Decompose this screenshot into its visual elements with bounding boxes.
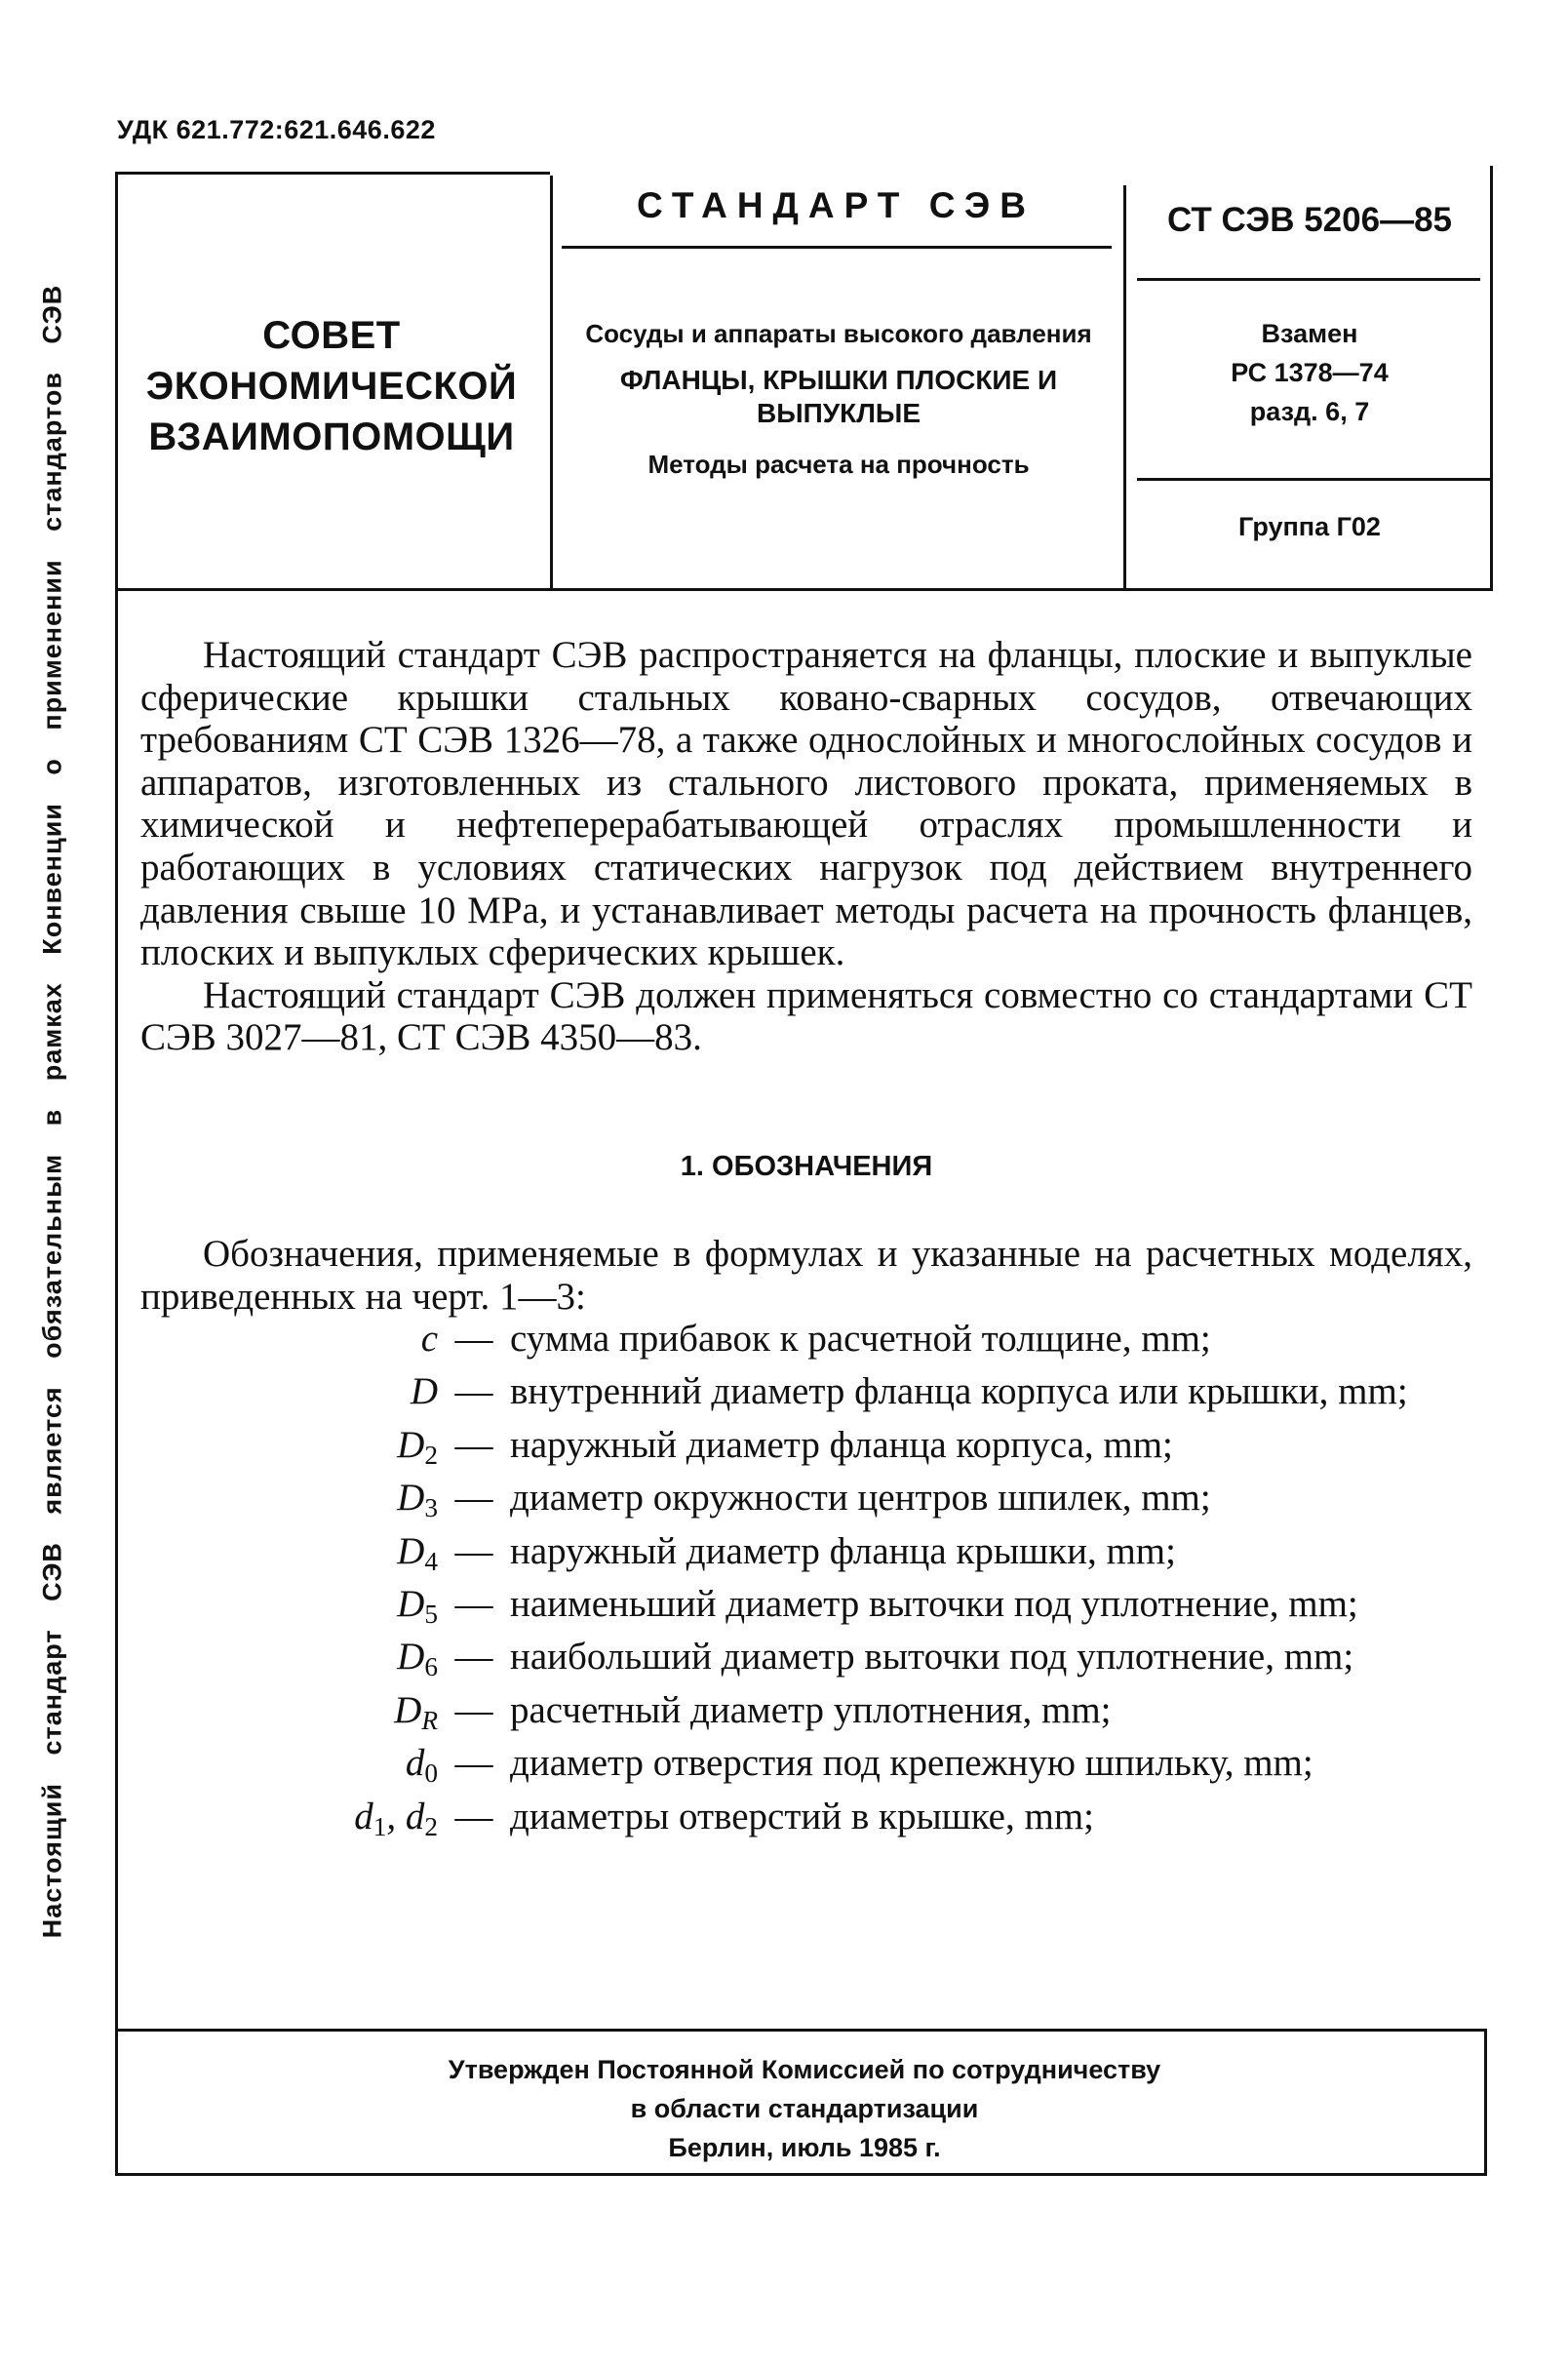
replaces-line: разд. 6, 7 (1249, 397, 1370, 426)
side-note-wrapper (21, 187, 84, 2035)
definition-symbol: $d_1$, $d_2$ (354, 1795, 438, 1841)
definition-text: наружный диаметр фланца крышки, mm; (510, 1529, 1176, 1572)
definition-row (140, 1689, 1472, 1742)
definition-text: диаметры отверстий в крышке, mm; (510, 1795, 1094, 1837)
definitions-list (140, 1318, 1472, 1848)
intro-paragraph: Настоящий стандарт СЭВ распространяется на фланцы, плоские и выпуклые сферические крышки стальных ковано-сварных сосудов, отвечающих требованиям СТ СЭВ 1326—78, а также однослойных и многослойных сосудов и аппаратов, изготовленных из стального листового проката, применяемых в химической и нефтеперерабатывающей отраслях промышленности и работающих в условиях статических нагрузок под действием внутреннего давления свыше 10 MPa, и устанавливает методы расчета на прочность фланцев, плоских и выпуклых сферических крышек. (140, 634, 1472, 974)
approval-line: Берлин, июль 1985 г. (668, 2133, 941, 2162)
definition-dash: — (454, 1370, 493, 1413)
definition-dash: — (454, 1688, 493, 1731)
standard-code: СТ СЭВ 5206—85 (1166, 201, 1452, 239)
frame-left-border (115, 174, 118, 2175)
definition-symbol: D (410, 1370, 438, 1413)
standard-method: Методы расчета на прочность (647, 450, 1030, 479)
definition-dash: — (454, 1742, 493, 1785)
definition-text: наружный диаметр фланца корпуса, mm; (510, 1423, 1173, 1466)
header-divider-1 (550, 176, 553, 590)
definition-symbol: $D_5$ (397, 1583, 438, 1629)
definition-dash: — (454, 1795, 493, 1837)
definition-row (140, 1424, 1472, 1477)
definition-text: внутренний диаметр фланца корпуса или крышки, mm; (510, 1370, 1408, 1413)
council-name (127, 310, 536, 462)
approval-note (127, 2050, 1482, 2167)
definition-row (140, 1370, 1472, 1423)
approval-line: Утвержден Постоянной Комиссией по сотрудничеству (448, 2055, 1161, 2084)
definition-dash: — (454, 1529, 493, 1572)
definition-symbol: $D_2$ (397, 1423, 438, 1470)
approval-top-rule (115, 2029, 1487, 2032)
replaces-line: РС 1378—74 (1231, 358, 1389, 387)
definition-text: диаметр окружности центров шпилек, mm; (510, 1477, 1211, 1520)
standard-title: ФЛАНЦЫ, КРЫШКИ ПЛОСКИЕ И ВЫПУКЛЫЕ (619, 365, 1058, 428)
definition-row (140, 1477, 1472, 1529)
definition-dash: — (454, 1636, 493, 1679)
intro-paragraph: Настоящий стандарт СЭВ должен применяться совместно со стандартами СТ СЭВ 3027—81, СТ СЭВ 4350—83. (140, 973, 1472, 1059)
definition-row (140, 1796, 1472, 1848)
definition-row (140, 1636, 1472, 1688)
definition-text: наименьший диаметр выточки под уплотнение, mm; (510, 1583, 1358, 1626)
definition-text: сумма прибавок к расчетной толщине, mm; (510, 1318, 1211, 1360)
definition-dash: — (454, 1583, 493, 1626)
approval-line: в области стандартизации (630, 2094, 979, 2123)
definition-symbol: $D_3$ (397, 1477, 438, 1523)
replaces-line: Взамен (1261, 319, 1358, 348)
definition-text: наибольший диаметр выточки под уплотнение, mm; (510, 1636, 1354, 1679)
definition-row (140, 1530, 1472, 1583)
udc-code: УДК 621.772:621.646.622 (117, 115, 436, 144)
standard-subject: Сосуды и аппараты высокого давления (585, 319, 1092, 348)
frame-right-border-lower (1484, 2031, 1487, 2175)
standard-title-block (566, 317, 1112, 481)
definition-dash: — (454, 1477, 493, 1520)
definition-symbol: $D_6$ (397, 1636, 438, 1682)
header-divider-2 (1123, 185, 1126, 590)
definition-dash: — (454, 1318, 493, 1360)
definition-symbol: $D_4$ (397, 1529, 438, 1576)
replaces-block (1133, 314, 1486, 431)
council-line: ЭКОНОМИЧЕСКОЙ (145, 365, 518, 408)
council-line: СОВЕТ (262, 314, 401, 357)
symbols-intro-paragraph: Обозначения, применяемые в формулах и указанные на расчетных моделях, приведенных на черт. 1—3: (140, 1233, 1472, 1318)
definition-text: расчетный диаметр уплотнения, mm; (510, 1688, 1112, 1731)
definition-text: диаметр отверстия под крепежную шпильку, mm; (510, 1742, 1313, 1785)
header-top-rule-left (115, 172, 550, 175)
definition-row (140, 1583, 1472, 1636)
council-line: ВЗАИМОПОМОЩИ (148, 415, 515, 458)
side-note: Настоящий стандарт СЭВ является обязательным в рамках Конвенции о применении стандартов СЭВ (37, 284, 67, 1939)
code-rule (1137, 278, 1480, 281)
standard-label-rule (562, 246, 1112, 249)
definition-dash: — (454, 1423, 493, 1466)
definition-symbol: $D_R$ (394, 1688, 438, 1735)
symbols-intro (140, 1233, 1472, 1318)
section-heading: 1. ОБОЗНАЧЕНИЯ (680, 1151, 933, 1182)
intro-text (140, 634, 1472, 1059)
frame-right-border (1490, 166, 1493, 590)
standard-label: СТАНДАРТ СЭВ (637, 185, 1036, 225)
definition-row (140, 1742, 1472, 1795)
approval-bottom-rule (115, 2173, 1487, 2176)
definition-symbol: $d_0$ (405, 1742, 438, 1789)
definition-symbol: c (420, 1318, 438, 1360)
definition-row (140, 1318, 1472, 1370)
group-rule (1137, 478, 1492, 481)
group-code: Группа Г02 (1238, 512, 1381, 541)
header-bottom-rule (115, 588, 1493, 591)
